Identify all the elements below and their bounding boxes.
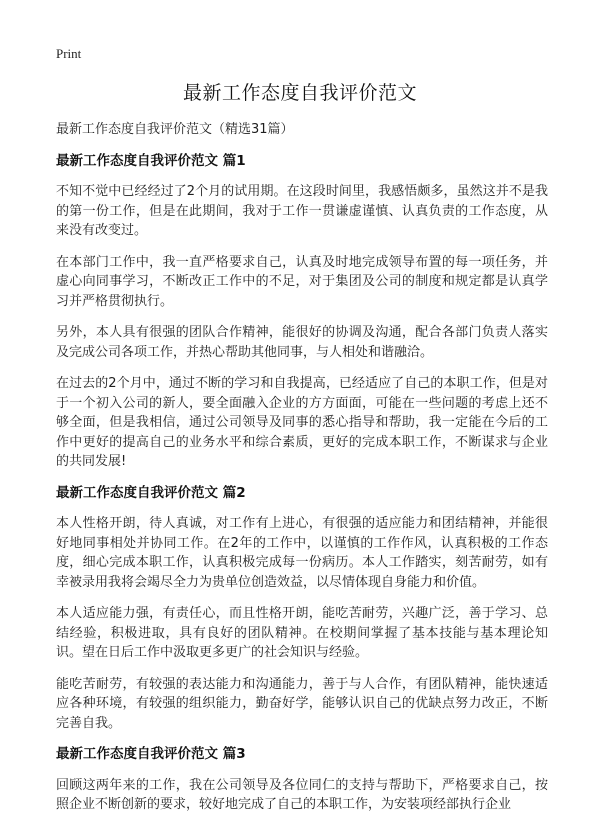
paragraph: 在本部门工作中，我一直严格要求自己，认真及时地完成领导布置的每一项任务，并虚心向同事学习，不断改正工作中的不足，对于集团及公司的制度和规定都是认真学习并严格贯彻执行。 — [56, 254, 548, 309]
section-heading: 最新工作态度自我评价范文 篇2 — [56, 484, 246, 501]
print-label[interactable]: Print — [56, 46, 82, 61]
paragraph: 能吃苦耐劳，有较强的表达能力和沟通能力，善于与人合作，有团队精神，能快速适应各种环境，有较强的组织能力，勤奋好学，能够认识自己的优缺点努力改正，不断完善自我。 — [56, 676, 548, 731]
paragraph: 不知不觉中已经经过了2个月的试用期。在这段时间里，我感悟颇多，虽然这并不是我的第一份工作，但是在此期间，我对于工作一贯谦虚谨慎、认真负责的工作态度，从来没有改变过。 — [56, 184, 548, 238]
paragraph: 本人性格开朗，待人真诚，对工作有上进心，有很强的适应能力和团结精神，并能很好地同事相处并协同工作。在2年的工作中，以谨慎的工作作风，认真积极的工作态度，细心完成本职工作，认真积极完成每一份病历。本人工作踏实，刻苦耐劳，如有幸被录用我将会竭尽全力为贵单位创造效益，以尽情体现自身能力和价值。 — [56, 516, 548, 590]
section-3 — [56, 745, 548, 815]
page-title: 最新工作态度自我评价范文 — [182, 82, 417, 104]
section-1 — [56, 152, 548, 472]
paragraph: 在过去的2个月中，通过不断的学习和自我提高，已经适应了自己的本职工作，但是对于一个初入公司的新人，要全面融入企业的方方面面，可能在一些问题的考虑上还不够全面，但是我相信，通过公司领导及同事的悉心指导和帮助，我一定能在今后的工作中更好的提高自己的业务水平和综合素质，更好的完成本职工作，不断谋求与企业的共同发展! — [56, 376, 548, 469]
section-heading: 最新工作态度自我评价范文 篇3 — [56, 746, 246, 762]
section-heading: 最新工作态度自我评价范文 篇1 — [56, 152, 246, 169]
document-subtitle: 最新工作态度自我评价范文（精选31篇） — [56, 122, 294, 137]
section-2 — [56, 484, 548, 734]
paragraph: 本人适应能力强，有责任心，而且性格开朗，能吃苦耐劳，兴趣广泛，善于学习、总结经验，积极进取，具有良好的团队精神。在校期间掌握了基本技能与基本理论知识。望在日后工作中汲取更多更广的社会知识与经验。 — [56, 606, 548, 660]
paragraph: 回顾这两年来的工作，我在公司领导及各位同仁的支持与帮助下，严格要求自己，按照企业不断创新的要求，较好地完成了自己的本职工作，为安装项经部执行企业 — [56, 777, 548, 812]
document-body — [56, 120, 548, 827]
paragraph: 另外，本人具有很强的团队合作精神，能很好的协调及沟通，配合各部门负责人落实及完成公司各项工作，并热心帮助其他同事，与人相处和谐融洽。 — [56, 325, 548, 360]
